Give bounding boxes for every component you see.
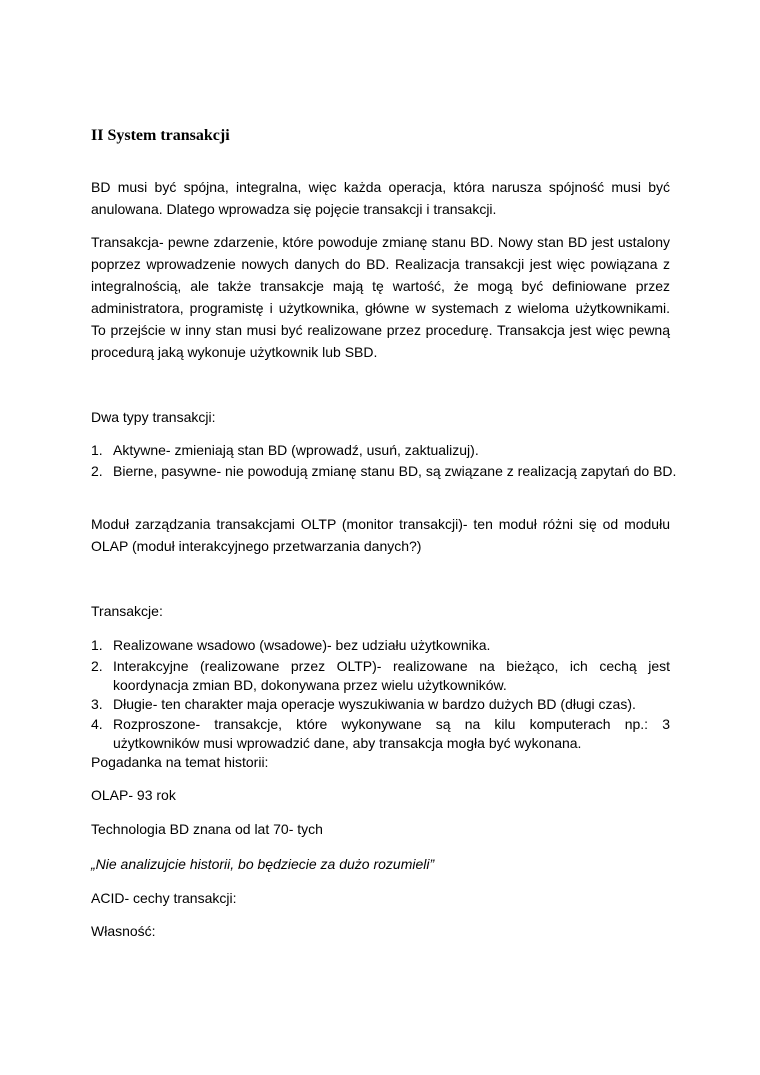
- paragraph-1-line-1: BD musi być spójna, integralna, więc każda operacja, która narusza spójność musi być: [91, 179, 670, 195]
- transactions-list-number: 1.: [91, 637, 103, 653]
- types-heading: Dwa typy transakcji:: [91, 409, 216, 425]
- paragraph-1-line-2: anulowana. Dlatego wprowadza się pojęcie transakcji i transakcji.: [91, 201, 497, 217]
- transactions-list-item-continuation: użytkowników musi wprowadzić dane, aby transakcja mogła być wykonana.: [113, 735, 582, 751]
- transactions-list-number: 3.: [91, 696, 103, 712]
- paragraph-3-line-2: OLAP (moduł interakcyjnego przetwarzania danych?): [91, 538, 422, 554]
- transactions-list-item-continuation: koordynacja zmian BD, dokonywana przez wielu użytkowników.: [113, 677, 507, 693]
- history-line: Pogadanka na temat historii:: [91, 754, 269, 770]
- property-line: Własność:: [91, 923, 156, 939]
- transactions-list-item: Rozproszone- transakcje, które wykonywane są na kilu komputerach np.: 3: [113, 716, 670, 732]
- paragraph-3-line-1: Moduł zarządzania transakcjami OLTP (monitor transakcji)- ten moduł różni się od modułu: [91, 516, 670, 532]
- transactions-heading: Transakcje:: [91, 603, 163, 619]
- transactions-list-number: 2.: [91, 658, 103, 674]
- olap-line: OLAP- 93 rok: [91, 787, 176, 803]
- types-list-item: Bierne, pasywne- nie powodują zmianę stanu BD, są związane z realizacją zapytań do BD.: [113, 463, 677, 479]
- types-list-number: 1.: [91, 442, 103, 458]
- quote-line: „Nie analizujcie historii, bo będziecie za dużo rozumieli”: [91, 856, 435, 872]
- types-list-item: Aktywne- zmieniają stan BD (wprowadź, usuń, zaktualizuj).: [113, 442, 479, 458]
- transactions-list-item: Realizowane wsadowo (wsadowe)- bez udziału użytkownika.: [113, 637, 491, 653]
- transactions-list-item: Długie- ten charakter maja operacje wyszukiwania w bardzo dużych BD (długi czas).: [113, 696, 636, 712]
- paragraph-2-line-2: poprzez wprowadzenie nowych danych do BD. Realizacja transakcji jest więc powiązana z: [91, 256, 670, 272]
- types-list-number: 2.: [91, 463, 103, 479]
- acid-line: ACID- cechy transakcji:: [91, 890, 237, 906]
- paragraph-2-line-1: Transakcja- pewne zdarzenie, które powoduje zmianę stanu BD. Nowy stan BD jest ustalony: [91, 234, 670, 250]
- paragraph-2-line-5: To przejście w inny stan musi być realizowane przez procedurę. Transakcja jest więc pewną: [91, 322, 670, 338]
- transactions-list-item: Interakcyjne (realizowane przez OLTP)- realizowane na bieżąco, ich cechą jest: [113, 658, 670, 674]
- paragraph-2-line-6: procedurą jaką wykonuje użytkownik lub SBD.: [91, 344, 378, 360]
- paragraph-2-line-4: administratora, programistę i użytkownika, główne w systemach z wieloma użytkownikami.: [91, 300, 670, 316]
- section-heading: II System transakcji: [91, 127, 230, 144]
- transactions-list-number: 4.: [91, 716, 103, 732]
- technology-line: Technologia BD znana od lat 70- tych: [91, 821, 323, 837]
- paragraph-2-line-3: integralnością, ale także transakcje mają tę wartość, że mogą być definiowane przez: [91, 278, 670, 294]
